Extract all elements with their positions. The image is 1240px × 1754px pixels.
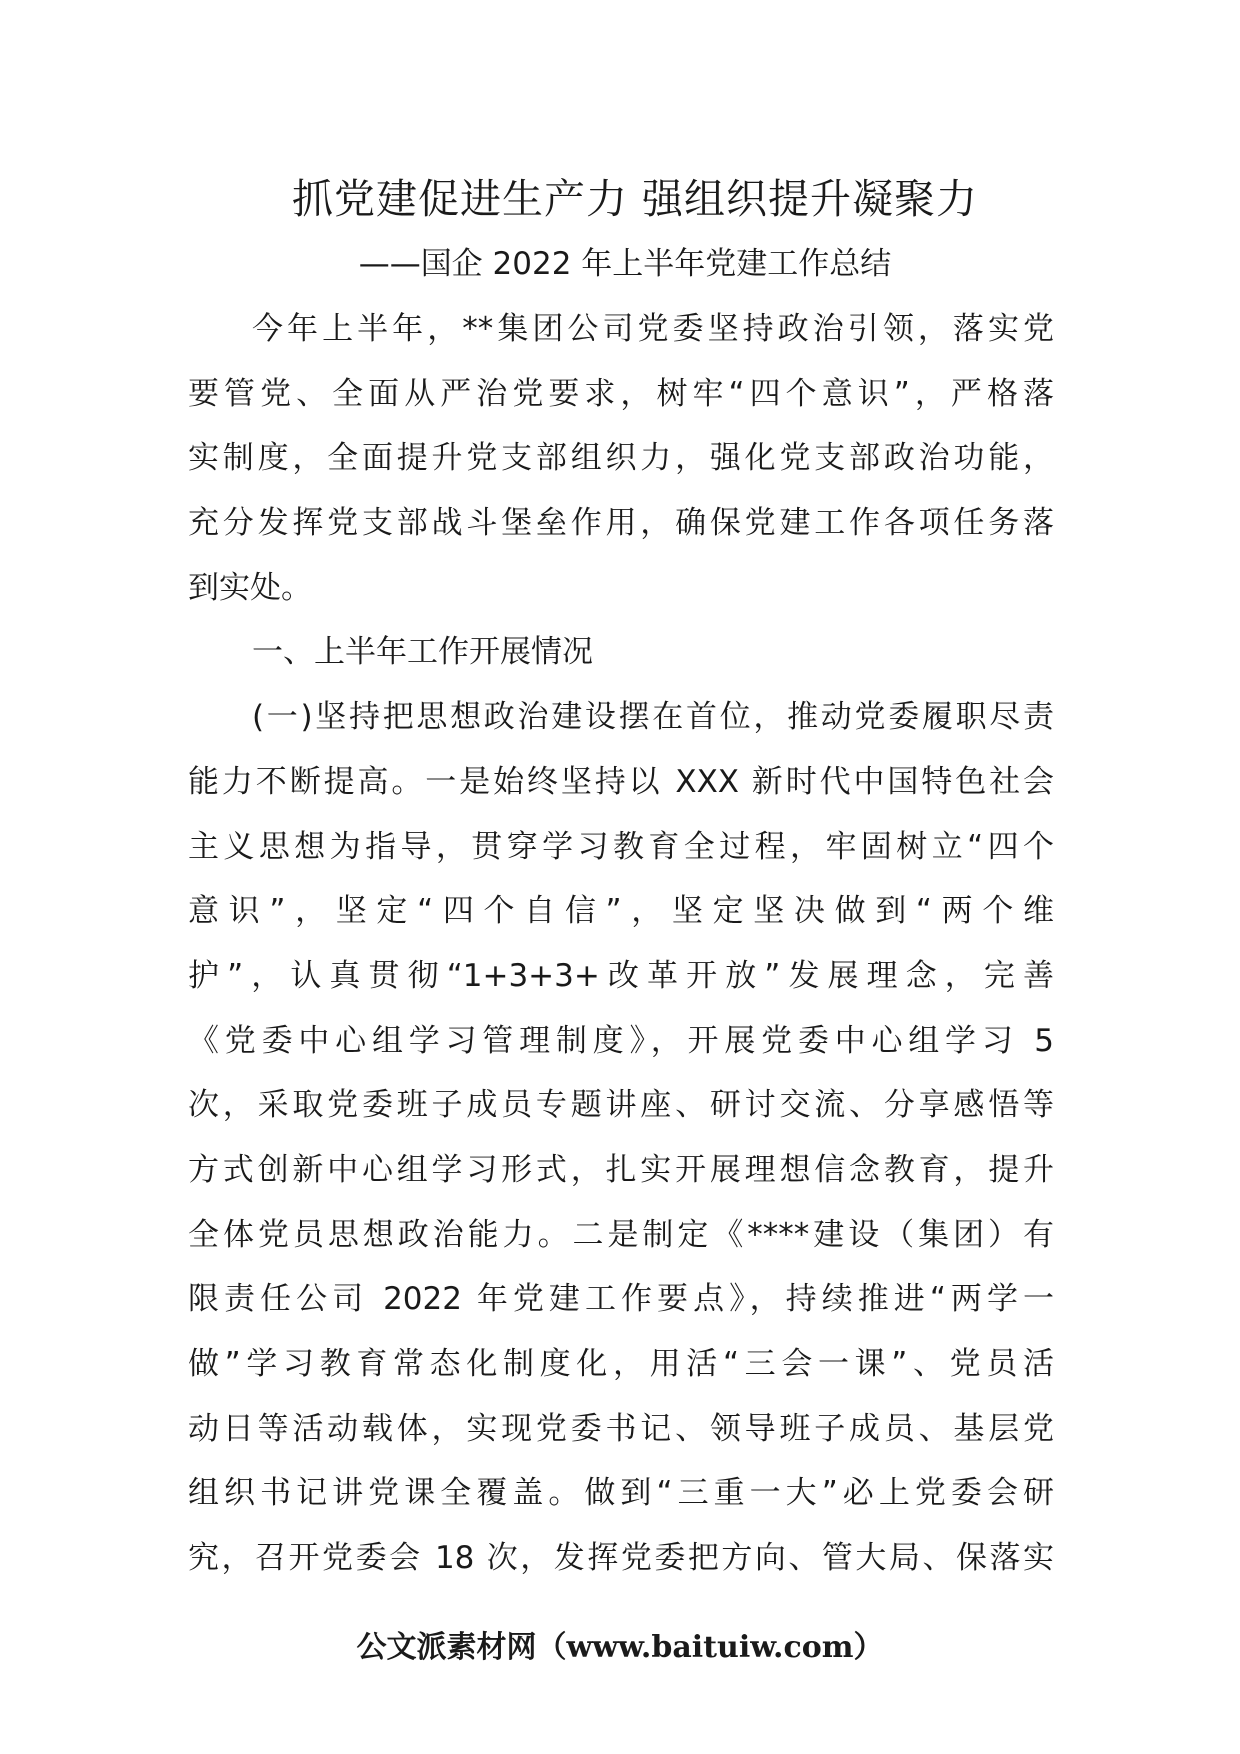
paragraph-line: 《党委中心组学习管理制度》，开展党委中心组学习 5 [188, 1022, 1054, 1059]
paragraph-line: 全体党员思想政治能力。二是制定《****建设（集团）有 [188, 1216, 1054, 1253]
paragraph-line: 究，召开党委会 18 次，发挥党委把方向、管大局、保落实 [188, 1540, 1054, 1577]
paragraph-line: 方式创新中心组学习形式，扎实开展理想信念教育，提升 [188, 1151, 1054, 1188]
document-body [188, 297, 1054, 1591]
paragraph-line: 限责任公司 2022 年党建工作要点》，持续推进“两学一 [188, 1281, 1054, 1318]
paragraph-line: 主义思想为指导，贯穿学习教育全过程，牢固树立“四个 [188, 828, 1054, 865]
paragraph-line: 做”学习教育常态化制度化，用活“三会一课”、党员活 [188, 1346, 1054, 1382]
paragraph-line: 今年上半年，**集团公司党委坚持政治引领，落实党 [252, 311, 1054, 347]
paragraph-line: 到实处。 [188, 569, 312, 606]
document-title: 抓党建促进生产力 强组织提升凝聚力 [291, 175, 979, 223]
paragraph-line: 实制度，全面提升党支部组织力，强化党支部政治功能， [188, 440, 1054, 477]
footer-watermark: 公文派素材网（www.baituiw.com） [356, 1630, 884, 1665]
document-subtitle: ——国企 2022 年上半年党建工作总结 [358, 246, 892, 282]
section-heading: 一、上半年工作开展情况 [252, 634, 593, 671]
paragraph-line: 次，采取党委班子成员专题讲座、研讨交流、分享感悟等 [188, 1087, 1054, 1124]
paragraph-line: (一)坚持把思想政治建设摆在首位，推动党委履职尽责 [252, 699, 1054, 736]
paragraph-line: 意识”，坚定“四个自信”，坚定坚决做到“两个维 [188, 893, 1054, 930]
paragraph-line: 充分发挥党支部战斗堡垒作用，确保党建工作各项任务落 [188, 505, 1054, 542]
paragraph-line: 能力不断提高。一是始终坚持以 XXX 新时代中国特色社会 [188, 763, 1054, 800]
paragraph-line: 动日等活动载体，实现党委书记、领导班子成员、基层党 [188, 1410, 1054, 1447]
paragraph-line: 要管党、全面从严治党要求，树牢“四个意识”，严格落 [188, 375, 1054, 412]
paragraph-line: 组织书记讲党课全覆盖。做到“三重一大”必上党委会研 [188, 1475, 1054, 1512]
paragraph-line: 护”，认真贯彻“1+3+3+改革开放”发展理念，完善 [188, 957, 1054, 994]
